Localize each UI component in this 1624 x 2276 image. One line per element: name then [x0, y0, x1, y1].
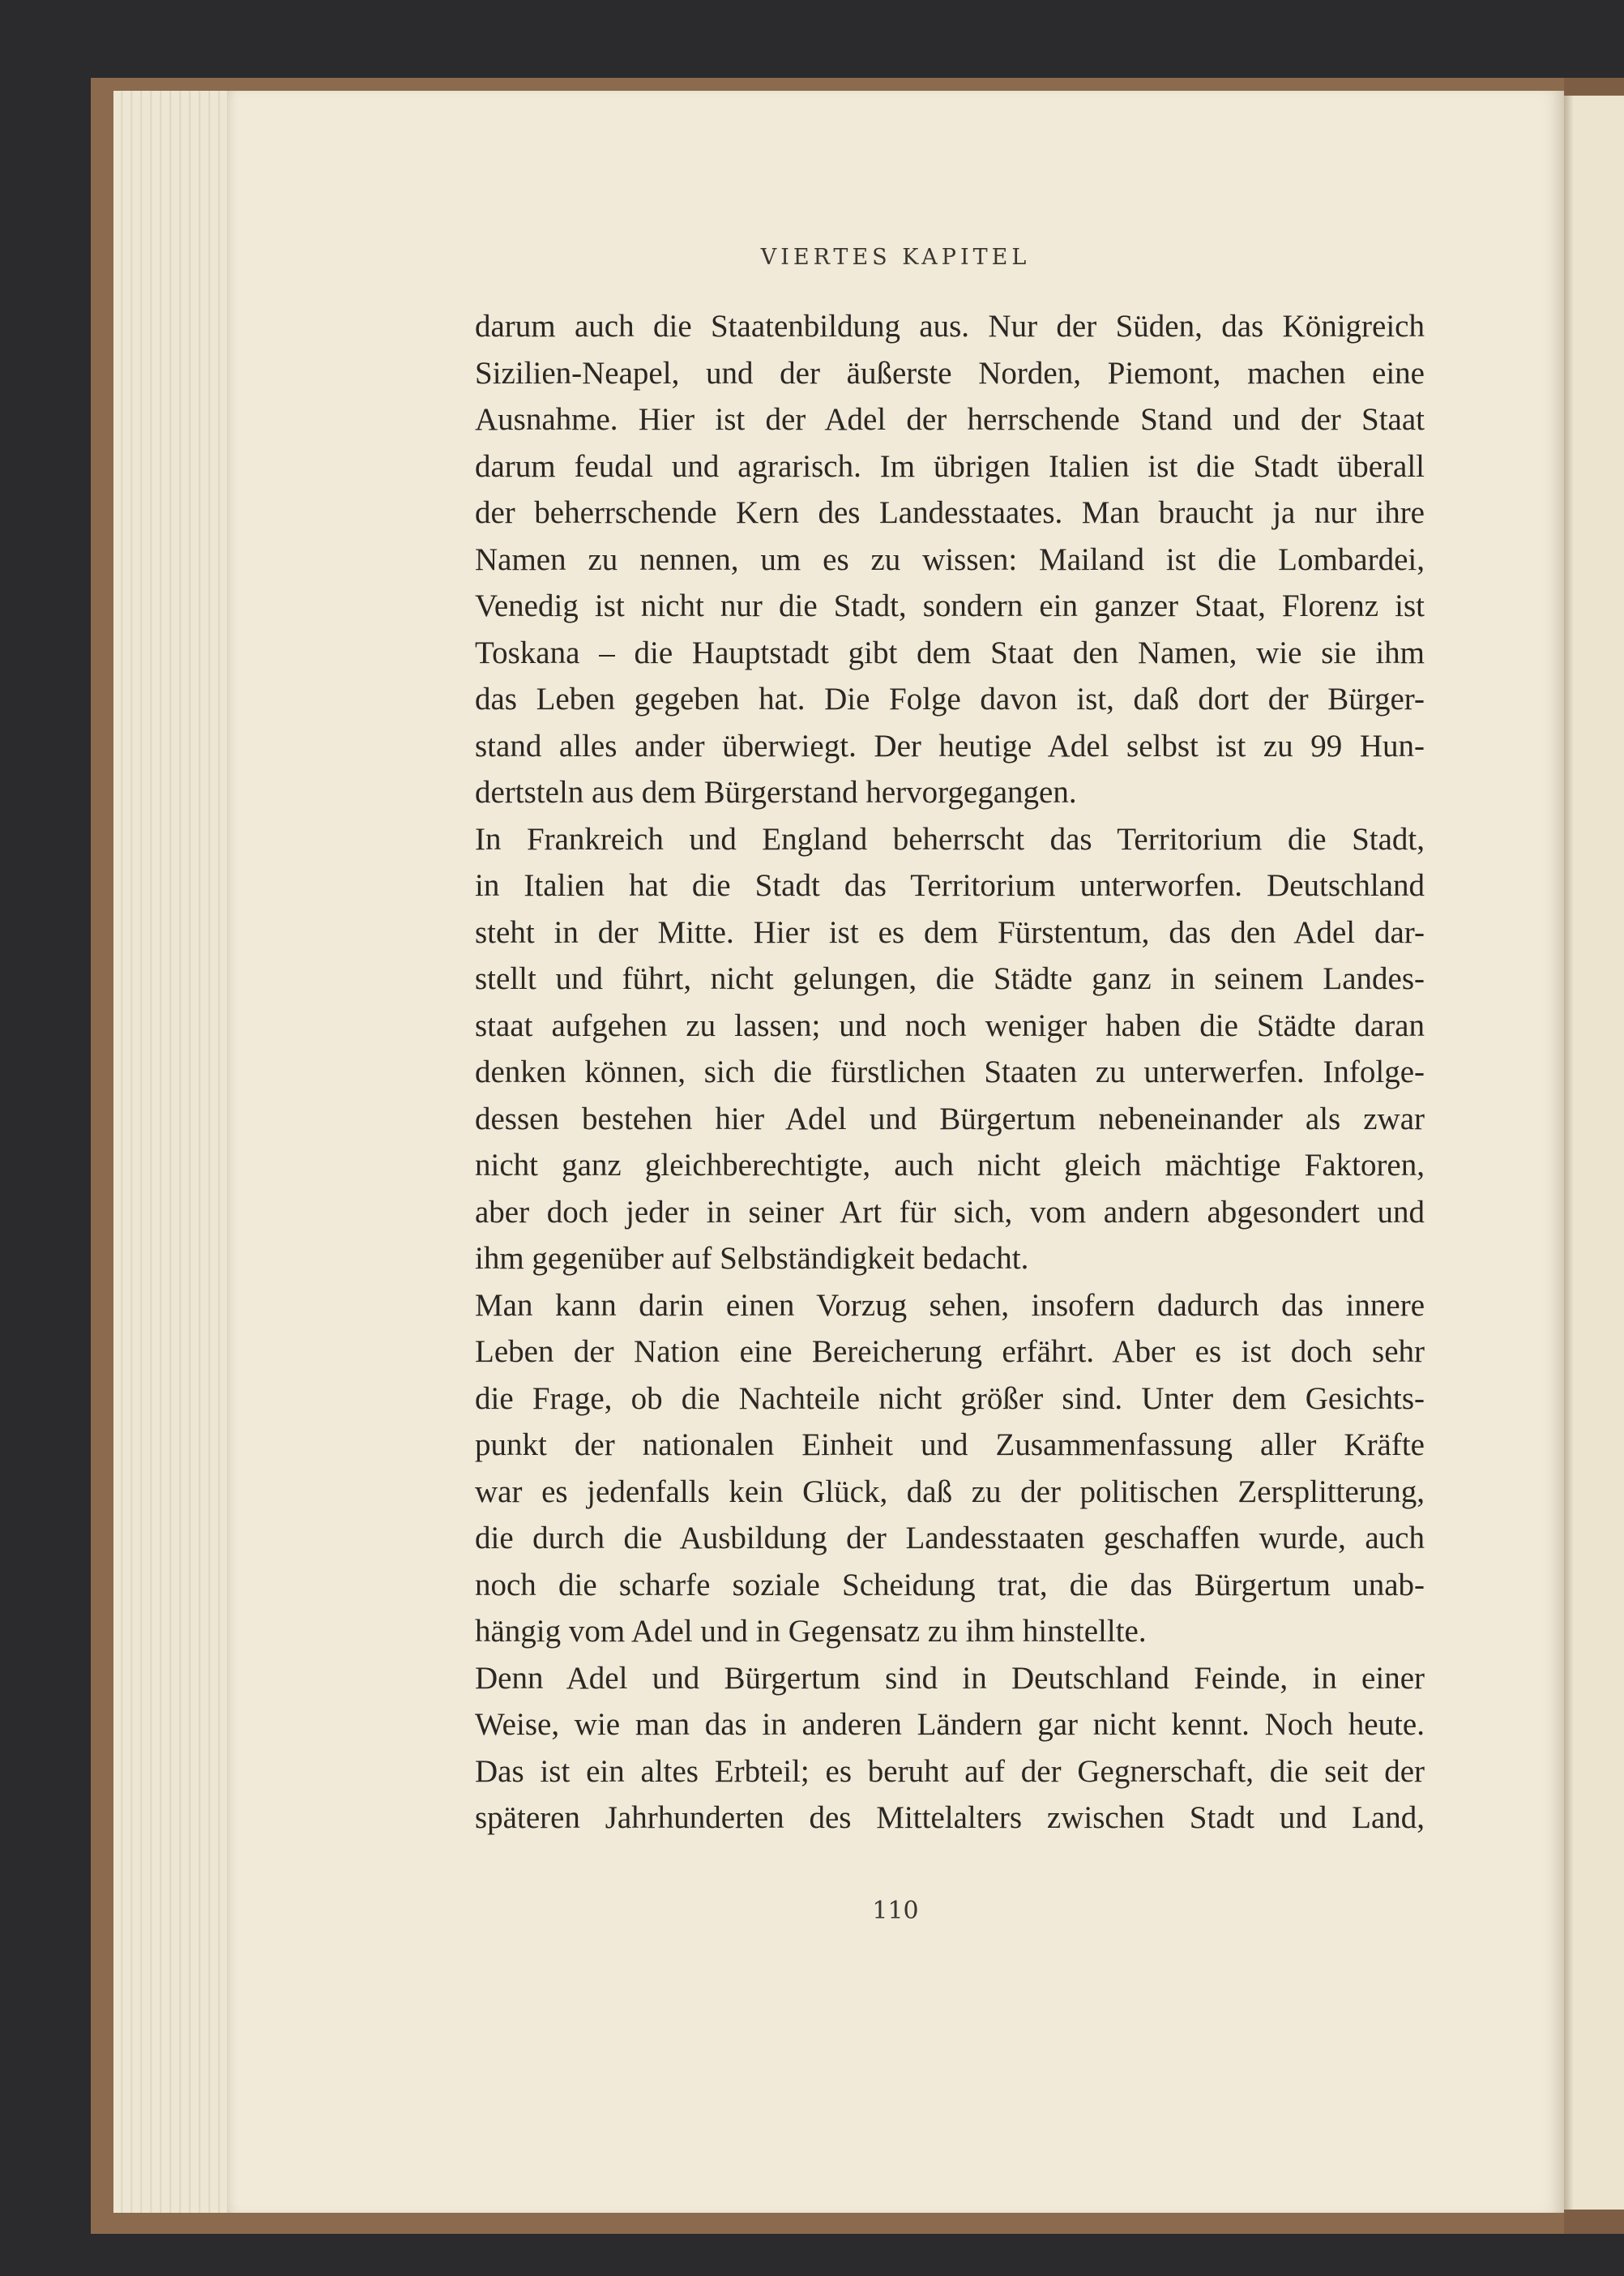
- text-line: steht in der Mitte. Hier ist es dem Fürstentum, das den Adel dar-: [475, 914, 1425, 950]
- text-line: Weise, wie man das in anderen Ländern gar nicht kennt. Noch heute.: [475, 1707, 1425, 1742]
- text-line: war es jedenfalls kein Glück, daß zu der politischen Zersplitterung,: [475, 1474, 1425, 1509]
- text-line: der beherrschende Kern des Landesstaates. Man braucht ja nur ihre: [475, 495, 1425, 530]
- page-stack-edge: [113, 91, 233, 2213]
- page-number: 110: [872, 1897, 919, 1925]
- text-line: Denn Adel und Bürgertum sind in Deutschland Feinde, in einer: [475, 1660, 1425, 1696]
- text-line: nicht ganz gleichberechtigte, auch nicht gleich mächtige Faktoren,: [475, 1148, 1425, 1183]
- text-line: stellt und führt, nicht gelungen, die Städte ganz in seinem Landes-: [475, 961, 1425, 996]
- text-line: Ausnahme. Hier ist der Adel der herrschende Stand und der Staat: [475, 402, 1425, 437]
- text-line: aber doch jeder in seiner Art für sich, vom andern abgesondert und: [475, 1194, 1425, 1230]
- text-line: punkt der nationalen Einheit und Zusammenfassung aller Kräfte: [475, 1427, 1425, 1462]
- text-line: In Frankreich und England beherrscht das Territorium die Stadt,: [475, 821, 1425, 857]
- book-page: [227, 91, 1564, 2213]
- text-line: noch die scharfe soziale Scheidung trat, die das Bürgertum unab-: [475, 1567, 1425, 1602]
- text-line: späteren Jahrhunderten des Mittelalters zwischen Stadt und Land,: [475, 1800, 1425, 1835]
- text-line: Das ist ein altes Erbteil; es beruht auf der Gegnerschaft, die seit der: [475, 1753, 1425, 1789]
- text-line: hängig vom Adel und in Gegensatz zu ihm hinstellte.: [475, 1614, 1147, 1649]
- text-line: Namen zu nennen, um es zu wissen: Mailand ist die Lombardei,: [475, 541, 1425, 577]
- text-line: dertsteln aus dem Bürgerstand hervorgegangen.: [475, 775, 1077, 810]
- text-line: die durch die Ausbildung der Landesstaaten geschaffen wurde, auch: [475, 1521, 1425, 1555]
- text-line: dessen bestehen hier Adel und Bürgertum nebeneinander als zwar: [475, 1101, 1425, 1136]
- text-line: Venedig ist nicht nur die Stadt, sondern ein ganzer Staat, Florenz ist: [475, 588, 1425, 623]
- paragraph: [475, 816, 1425, 1282]
- text-line: das Leben gegeben hat. Die Folge davon ist, daß dort der Bürger-: [475, 682, 1425, 717]
- text-line: darum feudal und agrarisch. Im übrigen Italien ist die Stadt überall: [475, 448, 1425, 484]
- text-line: denken können, sich die fürstlichen Staaten zu unterwerfen. Infolge-: [475, 1055, 1425, 1089]
- text-line: Toskana – die Hauptstadt gibt dem Staat den Namen, wie sie ihm: [475, 635, 1425, 670]
- text-line: darum auch die Staatenbildung aus. Nur der Süden, das Königreich: [475, 309, 1425, 344]
- text-line: in Italien hat die Stadt das Territorium unterworfen. Deutschland: [475, 868, 1425, 903]
- text-line: staat aufgehen zu lassen; und noch weniger haben die Städte daran: [475, 1008, 1425, 1043]
- text-line: Man kann darin einen Vorzug sehen, insofern dadurch das innere: [475, 1287, 1425, 1323]
- text-line: Leben der Nation eine Bereicherung erfährt. Aber es ist doch sehr: [475, 1334, 1425, 1369]
- paragraph: [475, 1282, 1425, 1655]
- running-head: VIERTES KAPITEL: [760, 245, 1031, 270]
- paragraph: [475, 1655, 1425, 1842]
- text-line: die Frage, ob die Nachteile nicht größer sind. Unter dem Gesichts-: [475, 1380, 1425, 1416]
- body-text: [475, 303, 1425, 1842]
- text-line: ihm gegenüber auf Selbständigkeit bedacht.: [475, 1241, 1029, 1276]
- text-line: stand alles ander überwiegt. Der heutige Adel selbst ist zu 99 Hun-: [475, 728, 1425, 764]
- text-line: Sizilien-Neapel, und der äußerste Norden, Piemont, machen eine: [475, 355, 1425, 391]
- paragraph: [475, 303, 1425, 816]
- gutter-shadow: [1562, 96, 1574, 2210]
